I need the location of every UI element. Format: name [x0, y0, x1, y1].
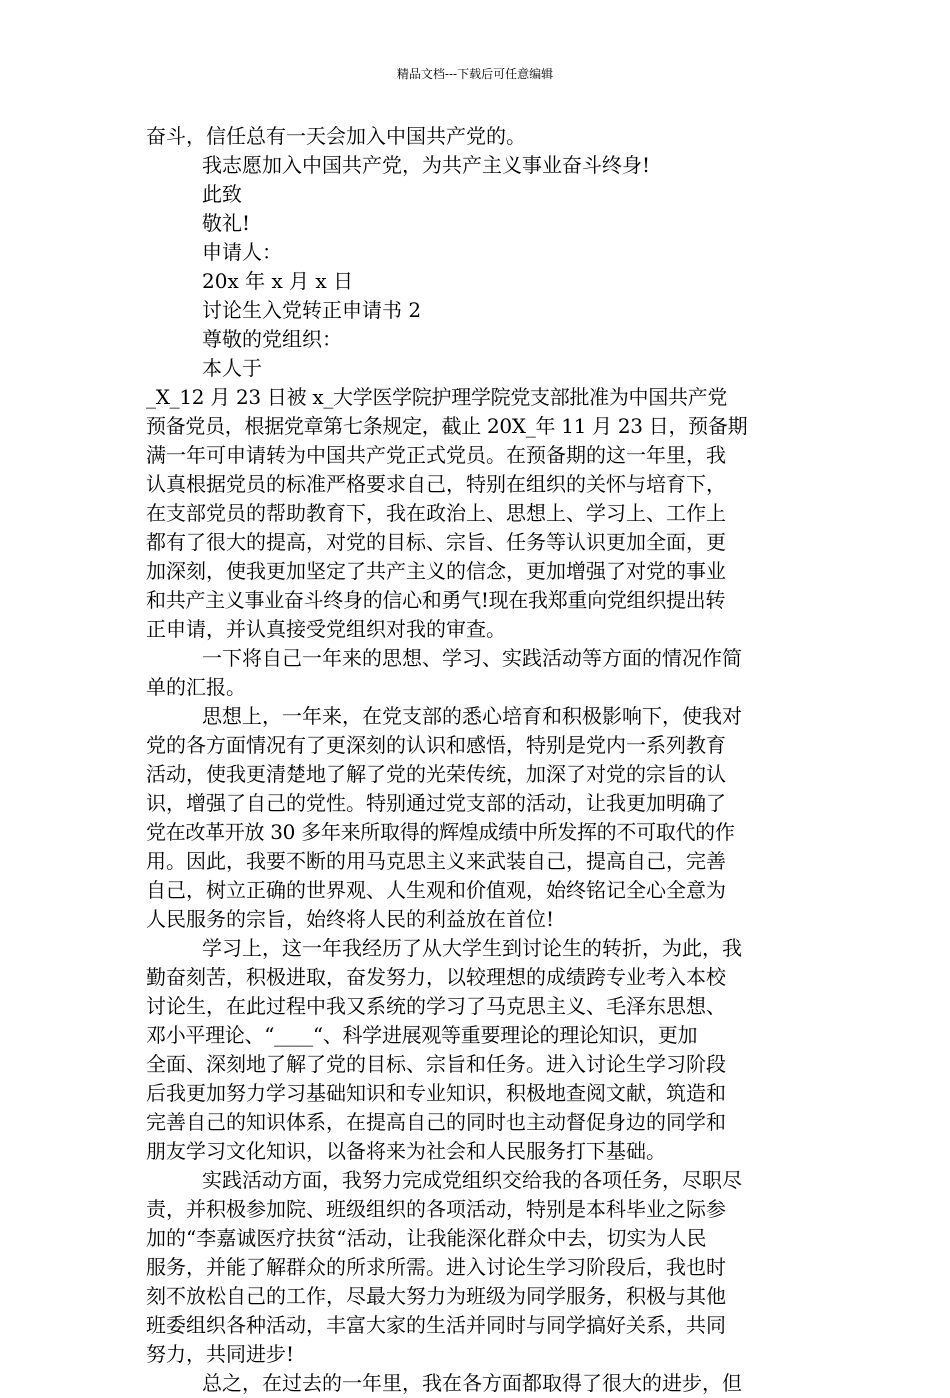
text-line: 加深刻，使我更加坚定了共产主义的信念，更加增强了对党的事业 — [146, 559, 726, 583]
text-line: 尊敬的党组织： — [202, 327, 342, 351]
text-line: 认真根据党员的标准严格要求自己，特别在组织的关怀与培育下， — [146, 472, 726, 496]
text-line: 加的“李嘉诚医疗扶贫“活动，让我能深化群众中去，切实为人民 — [146, 1226, 707, 1250]
page-header: 精品文档---下载后可任意编辑 — [396, 67, 554, 81]
text-line: 正申请，并认真接受党组织对我的审查。 — [146, 617, 506, 641]
document-body — [146, 122, 814, 1398]
text-line: 自己，树立正确的世界观、人生观和价值观，始终铭记全心全意为 — [146, 878, 726, 902]
text-line: 人民服务的宗旨，始终将人民的利益放在首位! — [146, 907, 555, 931]
text-line: 责，并积极参加院、班级组织的各项活动，特别是本科毕业之际参 — [146, 1197, 726, 1221]
text-line: 一下将自己一年来的思想、学习、实践活动等方面的情况作简 — [202, 646, 742, 670]
text-line: 此致 — [202, 182, 242, 206]
text-line: 党的各方面情况有了更深刻的认识和感悟，特别是党内一系列教育 — [146, 733, 726, 757]
text-line: 本人于 — [202, 356, 262, 380]
text-line: 思想上，一年来，在党支部的悉心培育和积极影响下，使我对 — [202, 704, 742, 728]
text-line: 在支部党员的帮助教育下，我在政治上、思想上、学习上、工作上 — [146, 501, 726, 525]
text-line: 邓小平理论、“____“、科学进展观等重要理论的理论知识，更加 — [146, 1023, 698, 1047]
text-line: 讨论生入党转正申请书 2 — [202, 298, 422, 322]
text-line: 单的汇报。 — [146, 675, 246, 699]
text-line: 总之，在过去的一年里，我在各方面都取得了很大的进步，但 — [202, 1371, 742, 1395]
text-line: 全面、深刻地了解了党的目标、宗旨和任务。进入讨论生学习阶段 — [146, 1052, 726, 1076]
text-line: 奋斗，信任总有一天会加入中国共产党的。 — [146, 124, 526, 148]
text-line: 实践活动方面，我努力完成党组织交给我的各项任务，尽职尽 — [202, 1168, 742, 1192]
text-line: 满一年可申请转为中国共产党正式党员。在预备期的这一年里，我 — [146, 443, 726, 467]
text-line: 申请人： — [202, 240, 282, 264]
text-line: 后我更加努力学习基础知识和专业知识，积极地查阅文献，筑造和 — [146, 1081, 726, 1105]
text-line: 努力，共同进步! — [146, 1342, 295, 1366]
text-line: 预备党员，根据党章第七条规定，截止 20X_年 11 月 23 日，预备期 — [146, 414, 748, 438]
text-line: 和共产主义事业奋斗终身的信心和勇气!现在我郑重向党组织提出转 — [146, 588, 726, 612]
text-line: 朋友学习文化知识，以备将来为社会和人民服务打下基础。 — [146, 1139, 666, 1163]
text-line: 用。因此，我要不断的用马克思主义来武装自己，提高自己，完善 — [146, 849, 726, 873]
text-line: 班委组织各种活动，丰富大家的生活并同时与同学搞好关系，共同 — [146, 1313, 726, 1337]
text-line: 党在改革开放 30 多年来所取得的辉煌成绩中所发挥的不可取代的作 — [146, 820, 735, 844]
text-line: _X_12 月 23 日被 x_大学医学院护理学院党支部批准为中国共产党 — [146, 385, 728, 409]
text-line: 学习上，这一年我经历了从大学生到讨论生的转折，为此，我 — [202, 936, 742, 960]
text-line: 活动，使我更清楚地了解了党的光荣传统，加深了对党的宗旨的认 — [146, 762, 726, 786]
text-line: 20x 年 x 月 x 日 — [202, 269, 354, 293]
text-line: 我志愿加入中国共产党，为共产主义事业奋斗终身! — [202, 153, 651, 177]
text-line: 勤奋刻苦，积极进取，奋发努力，以较理想的成绩跨专业考入本校 — [146, 965, 726, 989]
text-line: 刻不放松自己的工作，尽最大努力为班级为同学服务，积极与其他 — [146, 1284, 726, 1308]
text-line: 服务，并能了解群众的所求所需。进入讨论生学习阶段后，我也时 — [146, 1255, 726, 1279]
text-line: 识，增强了自己的党性。特别通过党支部的活动，让我更加明确了 — [146, 791, 726, 815]
text-line: 完善自己的知识体系，在提高自己的同时也主动督促身边的同学和 — [146, 1110, 726, 1134]
text-line: 敬礼! — [202, 211, 251, 235]
text-line: 讨论生，在此过程中我又系统的学习了马克思主义、毛泽东思想、 — [146, 994, 726, 1018]
text-line: 都有了很大的提高，对党的目标、宗旨、任务等认识更加全面，更 — [146, 530, 726, 554]
